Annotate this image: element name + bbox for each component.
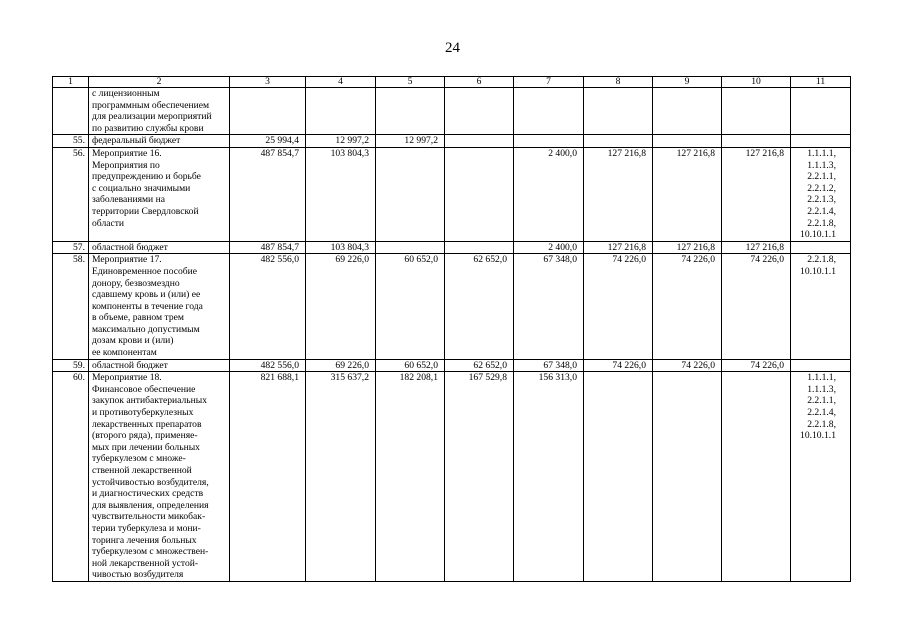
row-name-line: (второго ряда), применяе- (92, 430, 198, 442)
row-name (89, 135, 230, 148)
row-number: 58. (53, 254, 89, 359)
table-row (53, 147, 851, 241)
row-name-line: и диагностических средств (92, 488, 204, 500)
target-code: 2.2.1.8, (807, 418, 836, 430)
row-name (89, 372, 230, 582)
row-number: 56. (53, 147, 89, 241)
value-cell-10 (722, 135, 791, 148)
row-name-line: Финансовое обеспечение (92, 383, 196, 395)
value-cell-8 (584, 135, 653, 148)
row-name-line: федеральный бюджет (92, 135, 181, 147)
row-name-line: дозам крови и (или) (92, 335, 174, 347)
row-name-line: программным обеспечением (92, 99, 210, 111)
row-name (89, 241, 230, 254)
value-cell-10: 74 226,0 (722, 359, 791, 372)
value-cell-10: 74 226,0 (722, 254, 791, 359)
value-cell-10: 127 216,8 (722, 147, 791, 241)
row-name-line: закупок антибактериальных (92, 395, 208, 407)
row-name-line: ственной лекарственной (92, 465, 192, 476)
table-row (53, 241, 851, 254)
target-code: 10.10.1.1 (800, 229, 836, 241)
target-codes (791, 359, 851, 372)
value-cell-6 (445, 135, 514, 148)
value-cell-8 (584, 88, 653, 135)
value-cell-5: 60 652,0 (376, 254, 445, 359)
row-name-line: в объеме, равном трем (92, 312, 184, 324)
target-code: 1.1.1.1, (807, 372, 836, 384)
value-cell-5 (376, 88, 445, 135)
target-codes (791, 135, 851, 148)
target-code: 2.2.1.4, (807, 407, 836, 419)
value-cell-8: 74 226,0 (584, 254, 653, 359)
value-cell-8: 127 216,8 (584, 147, 653, 241)
row-name-line: Единовременное пособие (92, 265, 198, 277)
value-cell-9 (653, 372, 722, 582)
value-cell-5 (376, 241, 445, 254)
column-header: 1 (53, 77, 89, 88)
value-cell-5: 12 997,2 (376, 135, 445, 148)
value-cell-9: 127 216,8 (653, 241, 722, 254)
value-cell-7: 2 400,0 (514, 241, 584, 254)
value-cell-10 (722, 372, 791, 582)
table-row (53, 135, 851, 148)
row-name-line: чувствительности микобак- (92, 511, 206, 523)
column-header: 5 (376, 77, 445, 88)
value-cell-7: 2 400,0 (514, 147, 584, 241)
row-name-line: лекарственных препаратов (92, 418, 202, 430)
row-number: 59. (53, 359, 89, 372)
row-name-line: территории Свердловской (92, 205, 199, 217)
row-name-line: чивостью возбудителя (92, 569, 184, 581)
row-name (89, 359, 230, 372)
row-name-line: с социально значимыми (92, 182, 191, 194)
value-cell-4: 103 804,3 (306, 241, 376, 254)
table-row (53, 88, 851, 135)
value-cell-3: 487 854,7 (230, 241, 306, 254)
row-name-line: и противотуберкулезных (92, 407, 194, 419)
row-number: 60. (53, 372, 89, 582)
target-code: 2.2.1.1, (807, 171, 836, 183)
value-cell-4: 315 637,2 (306, 372, 376, 582)
value-cell-3: 487 854,7 (230, 147, 306, 241)
value-cell-5 (376, 147, 445, 241)
table-row (53, 254, 851, 359)
row-name-line: Мероприятие 17. (92, 254, 162, 266)
row-name-line: компоненты в течение года (92, 300, 203, 312)
target-codes (791, 254, 851, 359)
row-name-line: мых при лечении больных (92, 441, 200, 453)
row-name-line: областной бюджет (92, 359, 168, 371)
row-name-line: Мероприятия по (92, 159, 160, 171)
row-name-line: туберкулезом с множе- (92, 453, 186, 465)
target-code: 2.2.1.8, (807, 217, 836, 229)
value-cell-6: 62 652,0 (445, 254, 514, 359)
value-cell-3: 482 556,0 (230, 254, 306, 359)
value-cell-8: 74 226,0 (584, 359, 653, 372)
value-cell-3 (230, 88, 306, 135)
value-cell-8 (584, 372, 653, 582)
value-cell-6: 62 652,0 (445, 359, 514, 372)
row-name-line: максимально допустимым (92, 323, 200, 335)
row-name-line: областной бюджет (92, 241, 168, 253)
value-cell-7: 156 313,0 (514, 372, 584, 582)
value-cell-4: 103 804,3 (306, 147, 376, 241)
row-name (89, 254, 230, 359)
row-name-line: Мероприятие 16. (92, 147, 162, 159)
value-cell-3: 482 556,0 (230, 359, 306, 372)
target-code: 1.1.1.1, (807, 147, 836, 159)
value-cell-4 (306, 88, 376, 135)
value-cell-6 (445, 88, 514, 135)
row-number: 55. (53, 135, 89, 148)
target-code: 2.2.1.3, (807, 194, 836, 206)
row-name-line: Мероприятие 18. (92, 372, 162, 384)
column-header: 8 (584, 77, 653, 88)
row-name-line: с лицензионным (92, 88, 160, 99)
value-cell-4: 12 997,2 (306, 135, 376, 148)
column-header: 10 (722, 77, 791, 88)
row-name-line: торинга лечения больных (92, 534, 197, 546)
table-row (53, 372, 851, 582)
row-name-line: для реализации мероприятий (92, 111, 212, 123)
target-code: 2.2.1.8, (807, 254, 836, 266)
row-name-line: по развитию службы крови (92, 122, 204, 134)
row-name-line: ее компонентам (92, 347, 157, 359)
row-number: 57. (53, 241, 89, 254)
row-name-line: предупреждению и борьбе (92, 171, 201, 183)
row-name-line: терии туберкулеза и мони- (92, 522, 201, 534)
column-header: 7 (514, 77, 584, 88)
value-cell-10: 127 216,8 (722, 241, 791, 254)
target-code: 1.1.1.3, (807, 159, 836, 171)
value-cell-9 (653, 135, 722, 148)
target-codes (791, 88, 851, 135)
column-header: 3 (230, 77, 306, 88)
target-code: 10.10.1.1 (800, 265, 836, 277)
value-cell-7: 67 348,0 (514, 254, 584, 359)
value-cell-3: 821 688,1 (230, 372, 306, 582)
page-number: 24 (445, 40, 460, 56)
row-name-line: туберкулезом с множествен- (92, 546, 209, 558)
target-codes (791, 372, 851, 582)
column-header: 9 (653, 77, 722, 88)
target-code: 2.2.1.2, (807, 182, 836, 194)
row-name (89, 147, 230, 241)
value-cell-5: 182 208,1 (376, 372, 445, 582)
row-name-line: области (92, 217, 125, 229)
value-cell-7 (514, 88, 584, 135)
value-cell-5: 60 652,0 (376, 359, 445, 372)
value-cell-9: 74 226,0 (653, 254, 722, 359)
column-header: 4 (306, 77, 376, 88)
value-cell-7 (514, 135, 584, 148)
value-cell-8: 127 216,8 (584, 241, 653, 254)
target-codes (791, 147, 851, 241)
value-cell-4: 69 226,0 (306, 359, 376, 372)
row-name-line: сдавшему кровь и (или) ее (92, 289, 201, 301)
value-cell-7: 67 348,0 (514, 359, 584, 372)
row-name-line: ной лекарственной устой- (92, 557, 199, 569)
value-cell-4: 69 226,0 (306, 254, 376, 359)
value-cell-10 (722, 88, 791, 135)
row-number (53, 88, 89, 135)
value-cell-6: 167 529,8 (445, 372, 514, 582)
row-name (89, 88, 230, 135)
column-header: 6 (445, 77, 514, 88)
value-cell-9 (653, 88, 722, 135)
column-number-row (53, 77, 851, 88)
target-code: 10.10.1.1 (800, 430, 836, 442)
target-code: 2.2.1.4, (807, 205, 836, 217)
row-name-line: для выявления, определения (92, 499, 209, 511)
target-code: 1.1.1.3, (807, 383, 836, 395)
column-header: 2 (89, 77, 230, 88)
table-body (53, 77, 851, 582)
value-cell-6 (445, 147, 514, 241)
target-code: 2.2.1.1, (807, 395, 836, 407)
target-codes (791, 241, 851, 254)
row-name-line: заболеваниями на (92, 194, 165, 206)
value-cell-6 (445, 241, 514, 254)
row-name-line: устойчивостью возбудителя, (92, 476, 209, 488)
value-cell-9: 74 226,0 (653, 359, 722, 372)
table-row (53, 359, 851, 372)
value-cell-3: 25 994,4 (230, 135, 306, 148)
value-cell-9: 127 216,8 (653, 147, 722, 241)
budget-table (52, 76, 851, 582)
column-header: 11 (791, 77, 851, 88)
row-name-line: донору, безвозмездно (92, 277, 180, 289)
